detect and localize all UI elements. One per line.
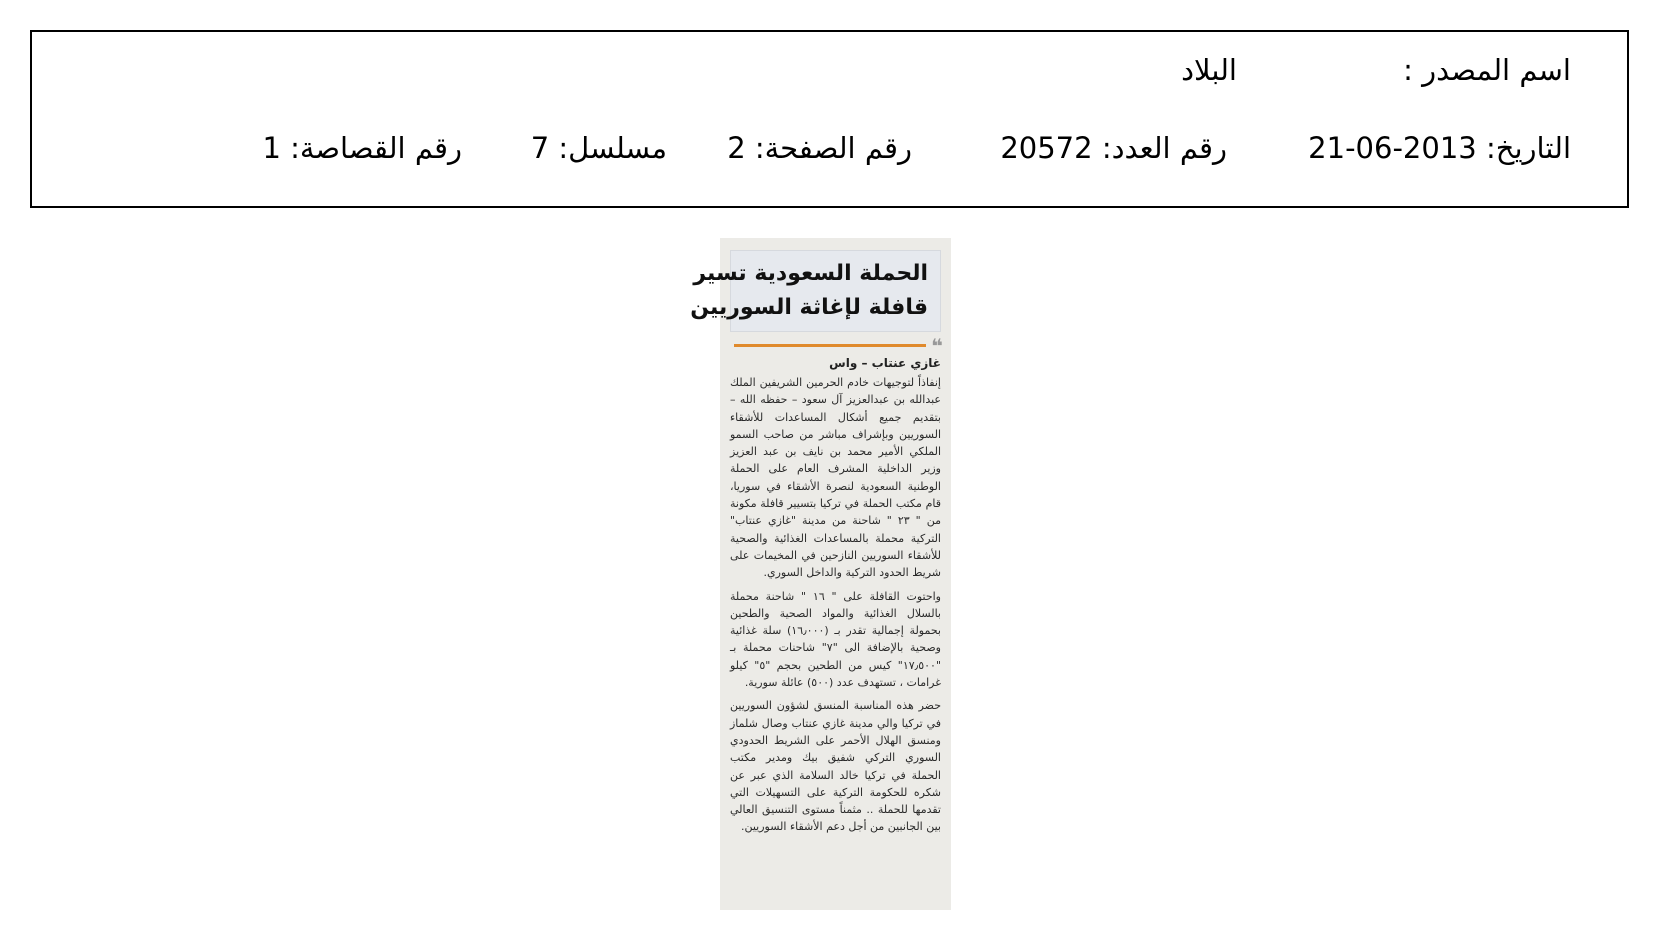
article-body [730, 374, 941, 842]
newspaper-clipping [690, 238, 951, 910]
issue-label: رقم العدد: [1101, 131, 1227, 165]
issue-field [1000, 128, 1227, 168]
quote-icon: ❝ [931, 334, 943, 358]
date-field [1308, 128, 1571, 168]
source-label: اسم المصدر : [1403, 53, 1571, 87]
page-label: رقم الصفحة: [754, 131, 912, 165]
paragraph: حضر هذه المناسبة المنسق لشؤون السوريين في تركيا والي مدينة غازي عنتاب وصال شلماز ومنسق الهلال الأحمر على الشريط الحدودي السوري التركي شفيق بيك ومدير مكتب الحملة في تركيا خالد السلامة الذي عبر عن شكره للحكومة التركية على التسهيلات التي تقدمها للحملة .. مثمناً مستوى التنسيق العالي بين الجانبين من أجل دعم الأشقاء السوريين. [730, 699, 941, 834]
headline-line-1: الحملة السعودية تسير [693, 261, 928, 286]
serial-label: مسلسل: [558, 131, 667, 165]
date-value: 2013-06-21 [1308, 131, 1477, 165]
clip-field [262, 128, 462, 168]
serial-value: 7 [530, 131, 550, 165]
date-label: التاريخ: [1485, 131, 1571, 165]
paragraph: إنفاذاً لتوجيهات خادم الحرمين الشريفين الملك عبدالله بن عبدالعزيز آل سعود – حفظه الله – بتقديم جميع أشكال المساعدات للأشقاء السوريين وبإشراف مباشر من صاحب السمو الملكي الأمير محمد بن نايف بن عبد العزيز وزير الداخلية المشرف العام على الحملة الوطنية السعودية لنصرة الأشقاء في سوريا، قام مكتب الحملة في تركيا بتسيير قافلة مكونة من " ٢٣ " شاحنة من مدينة "غازي عنتاب" التركية محملة بالمساعدات الغذائية والصحية للأشقاء السوريين النازحين في المخيمات على شريط الحدود التركية والداخل السوري. [730, 376, 941, 580]
headline-line-2: قافلة لإغاثة السوريين [690, 295, 928, 320]
clip-value: 1 [262, 131, 281, 165]
issue-value: 20572 [1000, 131, 1093, 165]
page-value: 2 [727, 131, 746, 165]
source-value: البلاد [1181, 53, 1237, 87]
clip-label: رقم القصاصة: [290, 131, 462, 165]
serial-field [531, 128, 667, 168]
page-field [727, 128, 912, 168]
metadata-box [30, 30, 1629, 208]
paragraph: واحتوت القافلة على " ١٦ " شاحنة محملة بالسلال الغذائية والمواد الصحية والطحين بحمولة إجمالية تقدر بـ (١٦٫٠٠٠) سلة غذائية وصحية بالإضافة الى "٧" شاحنات محملة بـ "١٧٫٥٠٠" كيس من الطحين بحجم "٥" كيلو غرامات ، تستهدف عدد (٥٠٠) عائلة سورية. [730, 589, 942, 690]
divider [734, 344, 926, 347]
byline: غازي عنتاب – واس [829, 356, 941, 370]
headline-box [690, 250, 941, 332]
